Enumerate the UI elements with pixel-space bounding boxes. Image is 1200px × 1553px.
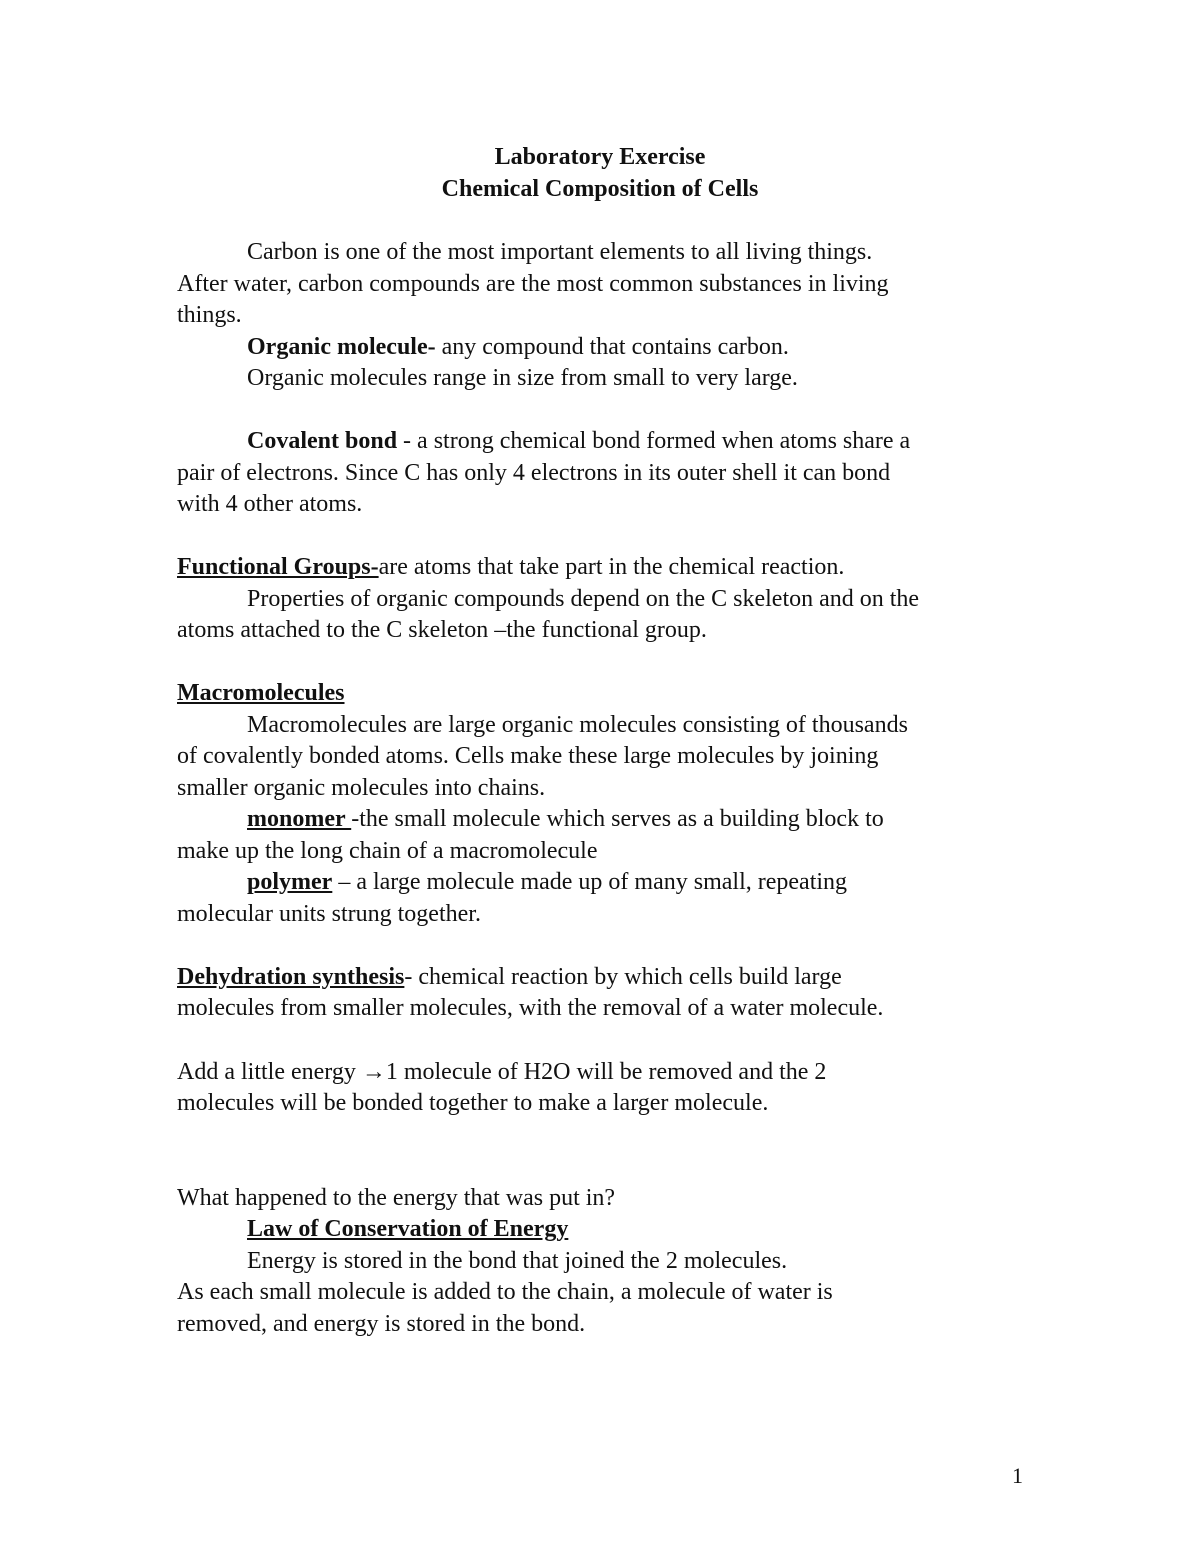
functional-term: Functional Groups-: [177, 554, 379, 580]
macro-line-3: smaller organic molecules into chains.: [177, 775, 546, 801]
monomer-definition: [247, 804, 884, 836]
covalent-definition: [247, 426, 910, 458]
covalent-line-2: pair of electrons. Since C has only 4 electrons in its outer shell it can bond: [177, 460, 891, 486]
monomer-def: -the small molecule which serves as a building block to: [351, 806, 884, 832]
dehydration-term: Dehydration synthesis: [177, 964, 405, 990]
monomer-term: monomer: [247, 806, 352, 832]
intro-line-3: things.: [177, 302, 242, 328]
intro-line-1: Carbon is one of the most important elements to all living things.: [247, 239, 873, 265]
question-line-3: Energy is stored in the bond that joined the 2 molecules.: [247, 1248, 788, 1274]
question-line-5: removed, and energy is stored in the bond.: [177, 1311, 586, 1337]
functional-definition: [177, 552, 844, 584]
dehydration-definition: [177, 962, 842, 994]
covalent-def: - a strong chemical bond formed when atoms share a: [397, 428, 911, 454]
law-heading: Law of Conservation of Energy: [247, 1216, 569, 1242]
polymer-term: polymer: [247, 869, 333, 895]
organic-term: Organic molecule-: [247, 334, 436, 360]
energy-line-2: molecules will be bonded together to make a larger molecule.: [177, 1090, 769, 1116]
doc-title: Laboratory Exercise: [494, 144, 706, 170]
energy-text-a: Add a little energy: [177, 1059, 362, 1085]
energy-text-b: 1 molecule of H2O will be removed and the 2: [385, 1059, 827, 1085]
macro-line-2: of covalently bonded atoms. Cells make these large molecules by joining: [177, 743, 879, 769]
arrow-icon: →: [361, 1059, 386, 1085]
page-number: 1: [1012, 1463, 1023, 1488]
doc-subtitle: Chemical Composition of Cells: [441, 176, 759, 202]
functional-line-2: Properties of organic compounds depend on the C skeleton and on the: [247, 586, 920, 612]
functional-def: are atoms that take part in the chemical reaction.: [378, 554, 845, 580]
intro-line-2: After water, carbon compounds are the most common substances in living: [177, 271, 889, 297]
macro-line-1: Macromolecules are large organic molecules consisting of thousands: [247, 712, 908, 738]
monomer-line-2: make up the long chain of a macromolecule: [177, 838, 598, 864]
polymer-definition: [247, 867, 847, 899]
dehydration-line-2: molecules from smaller molecules, with the removal of a water molecule.: [177, 995, 884, 1021]
organic-def: any compound that contains carbon.: [435, 334, 789, 360]
organic-definition: [247, 332, 789, 364]
organic-line-2: Organic molecules range in size from small to very large.: [247, 365, 798, 391]
dehydration-def: - chemical reaction by which cells build large: [404, 964, 842, 990]
polymer-def: – a large molecule made up of many small, repeating: [332, 869, 848, 895]
functional-line-3: atoms attached to the C skeleton –the functional group.: [177, 617, 707, 643]
question-line-4: As each small molecule is added to the chain, a molecule of water is: [177, 1279, 833, 1305]
polymer-line-2: molecular units strung together.: [177, 901, 481, 927]
covalent-line-3: with 4 other atoms.: [177, 491, 363, 517]
question-line-1: What happened to the energy that was put in?: [177, 1185, 616, 1211]
energy-line-1: [177, 1057, 826, 1089]
macromolecules-heading: Macromolecules: [177, 680, 345, 706]
covalent-term: Covalent bond: [247, 428, 398, 454]
